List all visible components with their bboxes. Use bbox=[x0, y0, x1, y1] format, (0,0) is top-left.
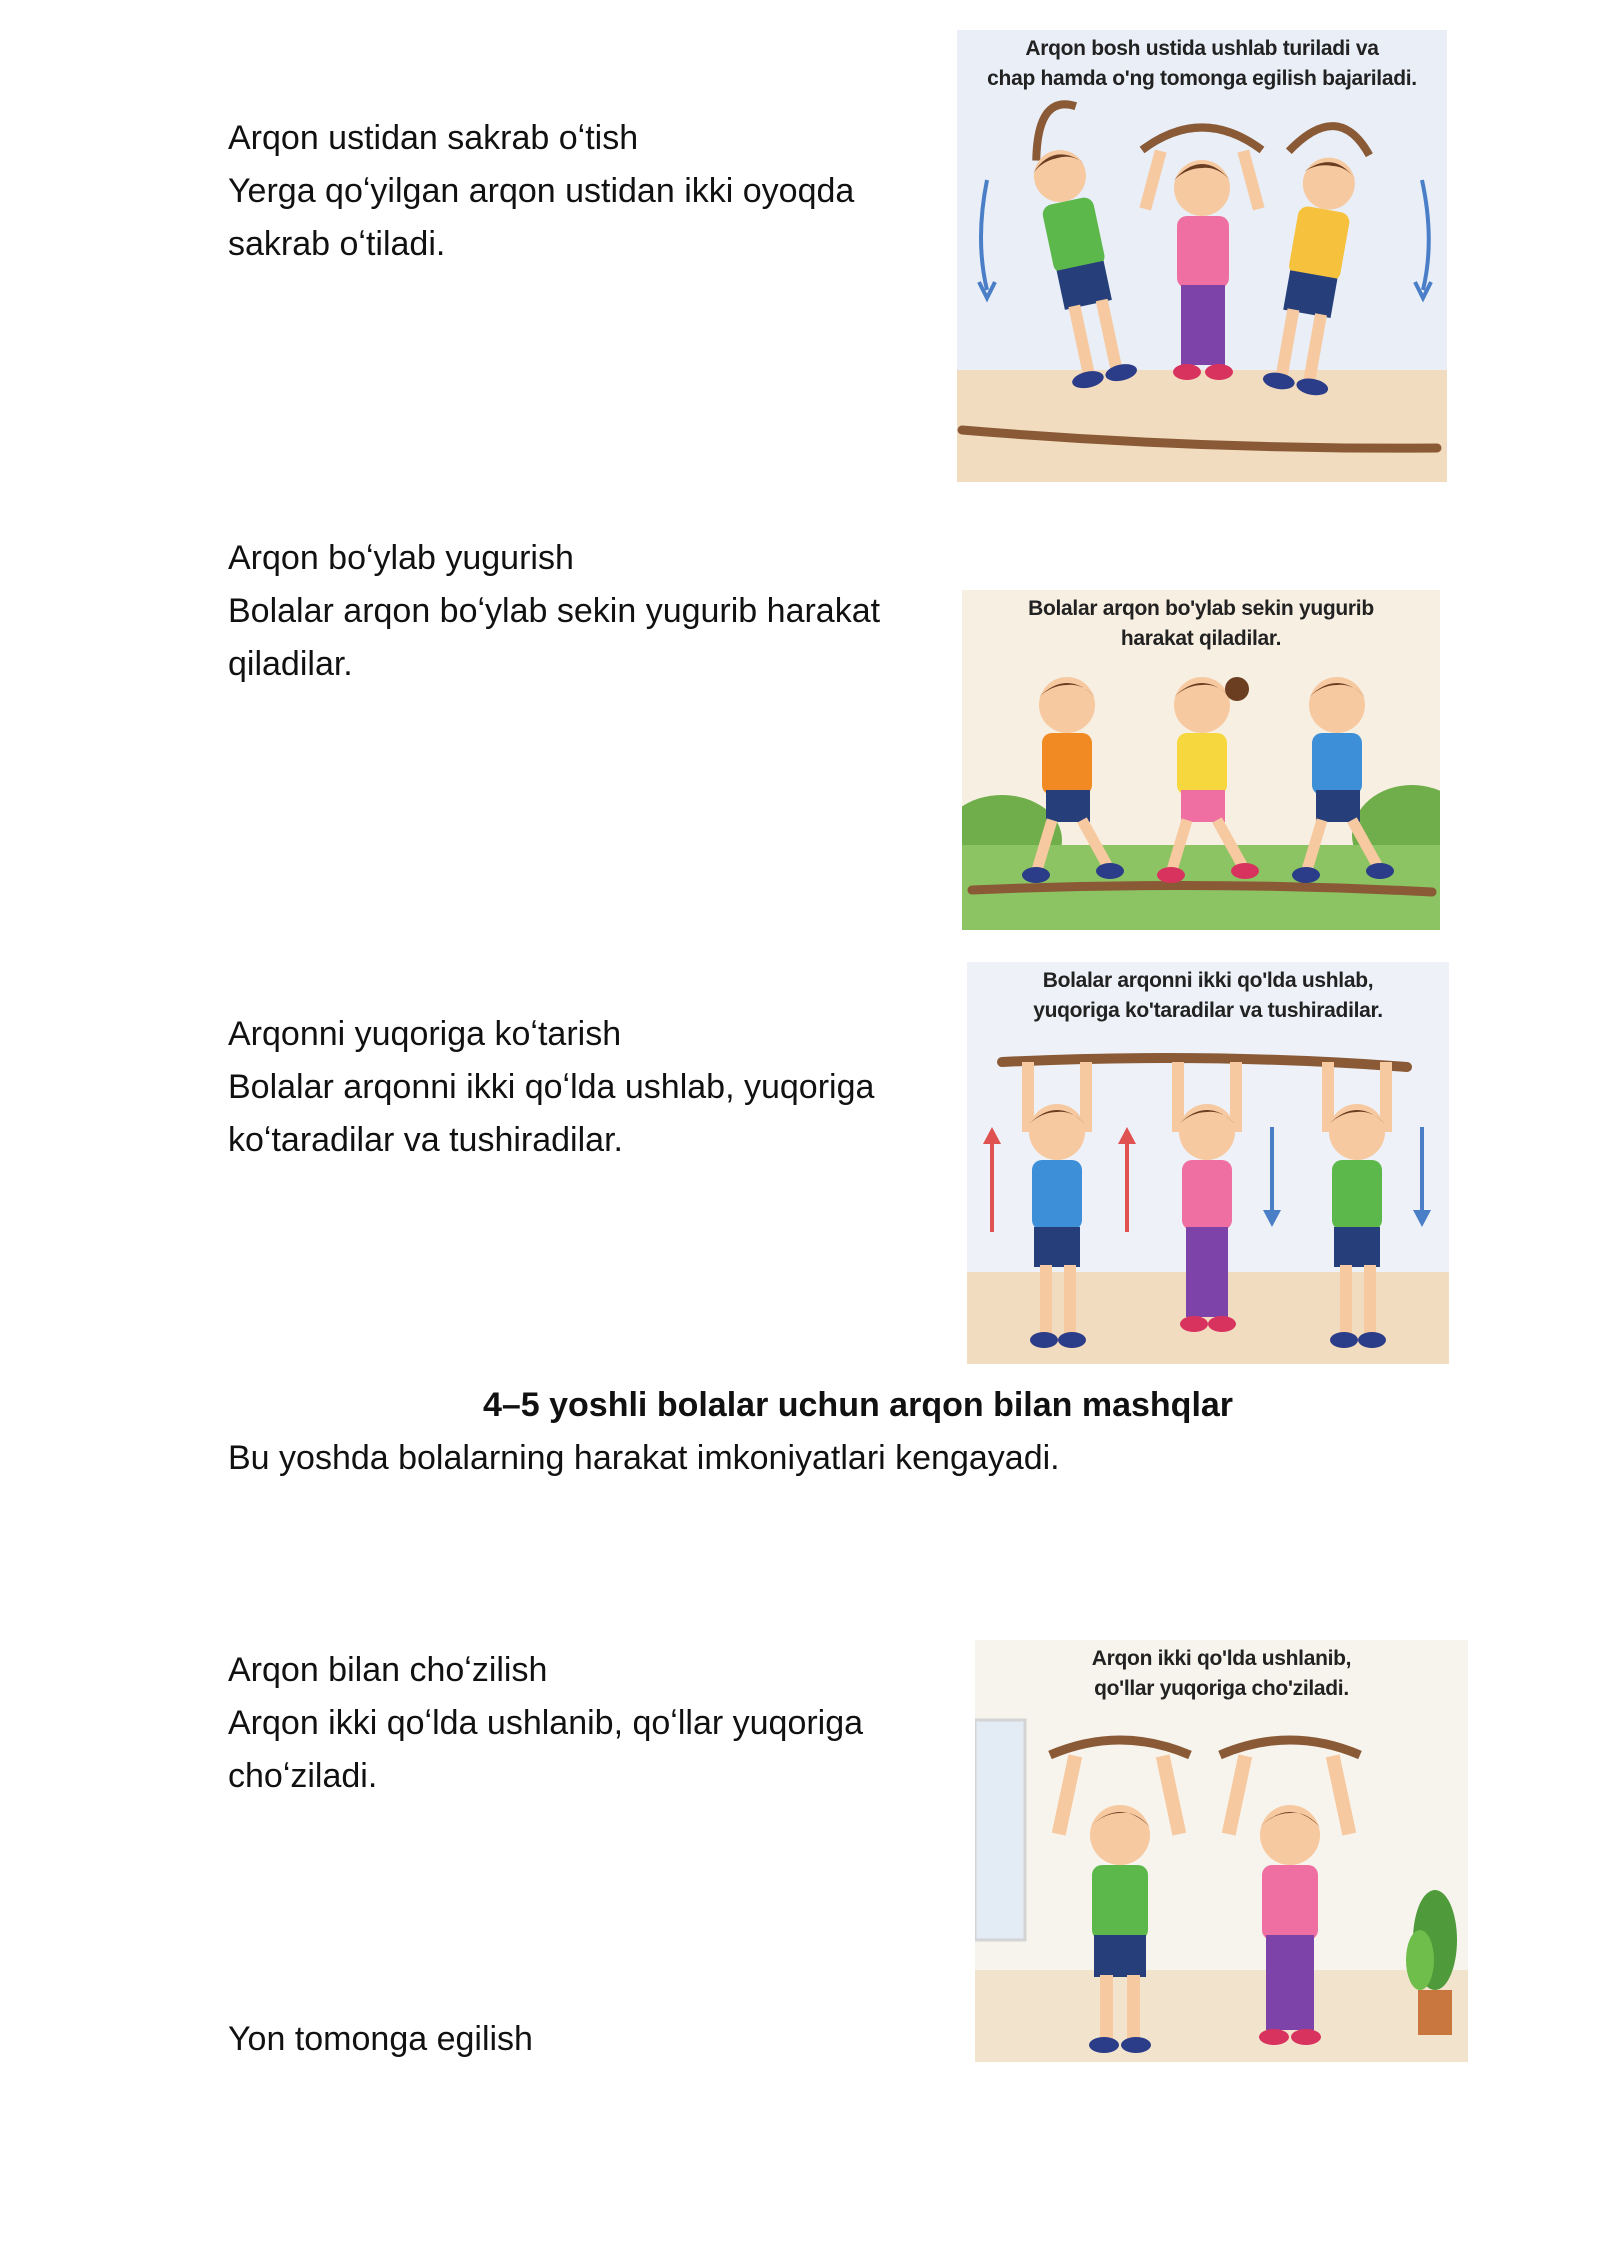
exercise-1-description: Yerga qoʻyilgan arqon ustidan ikki oyoqda sakrab oʻtiladi. bbox=[228, 172, 855, 263]
stretch-caption bbox=[975, 1644, 1468, 1704]
exercise-3-title: Arqonni yuqoriga koʻtarish bbox=[228, 1015, 622, 1053]
rope-raise-caption-line-1: Bolalar arqonni ikki qo'lda ushlab, bbox=[1042, 969, 1374, 992]
exercise-2-text-block bbox=[228, 532, 908, 691]
exercise-4-title: Arqon bilan choʻzilish bbox=[228, 1651, 548, 1689]
running-caption bbox=[962, 594, 1440, 654]
exercise-4-text-block bbox=[228, 1644, 908, 1803]
section-heading: 4–5 yoshli bolalar uchun arqon bilan mashqlar bbox=[482, 1386, 1234, 1424]
exercise-3-text-block bbox=[228, 1008, 908, 1167]
exercise-2-title: Arqon boʻylab yugurish bbox=[228, 539, 574, 577]
rope-raise-illustration bbox=[967, 962, 1449, 1364]
side-bend-caption-line-1: Arqon bosh ustida ushlab turiladi va bbox=[1025, 37, 1379, 60]
side-bend-caption bbox=[957, 34, 1447, 94]
exercise-1-text-block bbox=[228, 112, 908, 271]
running-illustration bbox=[962, 590, 1440, 930]
exercise-1-title: Arqon ustidan sakrab oʻtish bbox=[228, 119, 639, 157]
exercise-5-text-block bbox=[228, 2013, 908, 2066]
exercise-5-title: Yon tomonga egilish bbox=[228, 2020, 533, 2058]
stretch-illustration bbox=[975, 1640, 1468, 2062]
side-bend-caption-line-2: chap hamda o'ng tomonga egilish bajariladi. bbox=[987, 67, 1417, 90]
side-bend-illustration bbox=[957, 30, 1447, 482]
stretch-caption-line-2: qo'llar yuqoriga cho'ziladi. bbox=[1094, 1677, 1349, 1700]
exercise-3-description: Bolalar arqonni ikki qoʻlda ushlab, yuqoriga koʻtaradilar va tushiradilar. bbox=[228, 1068, 875, 1159]
exercise-2-description: Bolalar arqon boʻylab sekin yugurib harakat qiladilar. bbox=[228, 592, 881, 683]
side-bend-drawing bbox=[957, 30, 1447, 482]
stretch-caption-line-1: Arqon ikki qo'lda ushlanib, bbox=[1091, 1647, 1352, 1670]
running-caption-line-2: harakat qiladilar. bbox=[1120, 627, 1282, 650]
running-caption-line-1: Bolalar arqon bo'ylab sekin yugurib bbox=[1028, 597, 1374, 620]
section-intro: Bu yoshda bolalarning harakat imkoniyatlari kengayadi. bbox=[228, 1439, 1060, 1477]
exercise-4-description: Arqon ikki qoʻlda ushlanib, qoʻllar yuqoriga choʻziladi. bbox=[228, 1704, 864, 1795]
rope-raise-caption-line-2: yuqoriga ko'taradilar va tushiradilar. bbox=[1033, 999, 1383, 1022]
rope-raise-caption bbox=[967, 966, 1449, 1026]
